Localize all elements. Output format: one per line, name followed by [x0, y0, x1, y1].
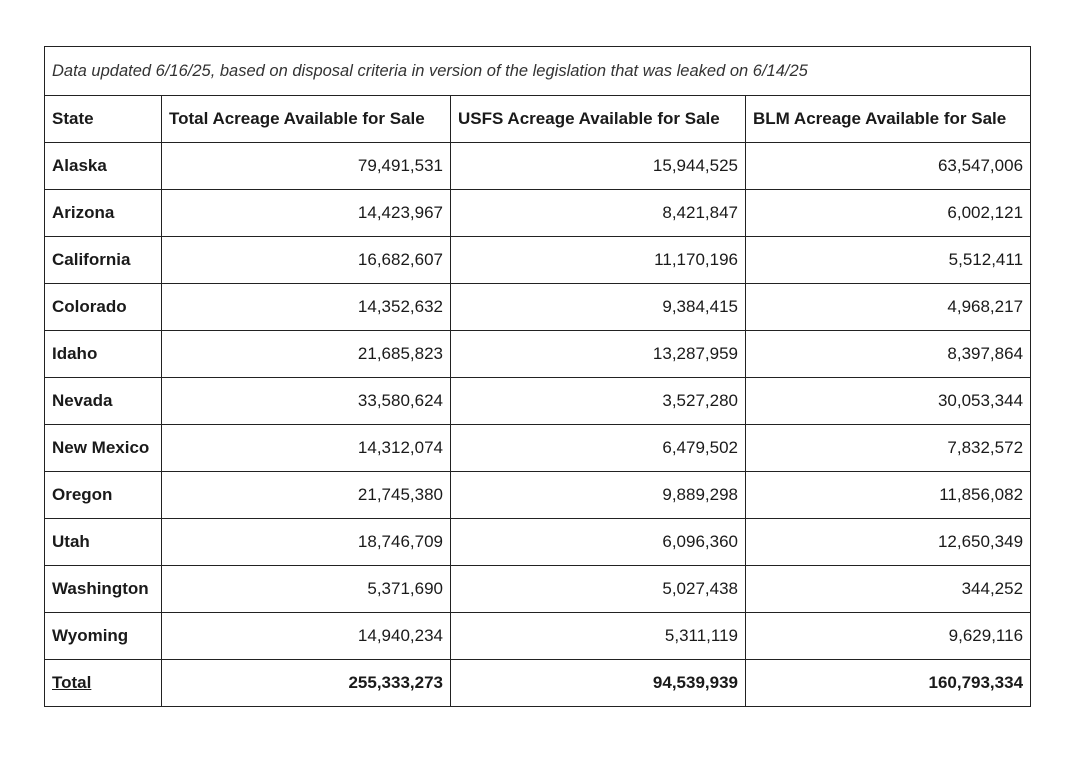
table-row: [45, 519, 1031, 566]
header-row: [45, 96, 1031, 143]
total-acreage-sum: 255,333,273: [162, 660, 451, 707]
header-blm-acreage: BLM Acreage Available for Sale: [746, 96, 1031, 143]
usfs-acreage-cell: 6,096,360: [451, 519, 746, 566]
state-cell: Idaho: [45, 331, 162, 378]
blm-acreage-sum: 160,793,334: [746, 660, 1031, 707]
total-acreage-cell: 33,580,624: [162, 378, 451, 425]
total-acreage-cell: 5,371,690: [162, 566, 451, 613]
state-cell: Colorado: [45, 284, 162, 331]
usfs-acreage-cell: 11,170,196: [451, 237, 746, 284]
blm-acreage-cell: 5,512,411: [746, 237, 1031, 284]
acreage-table-container: [44, 46, 1030, 707]
table-row: [45, 472, 1031, 519]
usfs-acreage-sum: 94,539,939: [451, 660, 746, 707]
total-label: Total: [45, 660, 162, 707]
total-acreage-cell: 79,491,531: [162, 143, 451, 190]
header-state: State: [45, 96, 162, 143]
usfs-acreage-cell: 8,421,847: [451, 190, 746, 237]
total-acreage-cell: 18,746,709: [162, 519, 451, 566]
table-row: [45, 237, 1031, 284]
usfs-acreage-cell: 5,311,119: [451, 613, 746, 660]
usfs-acreage-cell: 9,384,415: [451, 284, 746, 331]
table-row: [45, 143, 1031, 190]
table-row: [45, 190, 1031, 237]
usfs-acreage-cell: 3,527,280: [451, 378, 746, 425]
state-cell: Utah: [45, 519, 162, 566]
total-acreage-cell: 21,685,823: [162, 331, 451, 378]
state-cell: California: [45, 237, 162, 284]
table-row: [45, 566, 1031, 613]
note-row: [45, 47, 1031, 96]
table-row: [45, 284, 1031, 331]
state-cell: Wyoming: [45, 613, 162, 660]
header-usfs-acreage: USFS Acreage Available for Sale: [451, 96, 746, 143]
state-cell: New Mexico: [45, 425, 162, 472]
blm-acreage-cell: 7,832,572: [746, 425, 1031, 472]
usfs-acreage-cell: 15,944,525: [451, 143, 746, 190]
blm-acreage-cell: 9,629,116: [746, 613, 1031, 660]
state-cell: Nevada: [45, 378, 162, 425]
table-row: [45, 613, 1031, 660]
total-acreage-cell: 14,940,234: [162, 613, 451, 660]
blm-acreage-cell: 6,002,121: [746, 190, 1031, 237]
table-row: [45, 425, 1031, 472]
table-row: [45, 331, 1031, 378]
total-acreage-cell: 16,682,607: [162, 237, 451, 284]
blm-acreage-cell: 4,968,217: [746, 284, 1031, 331]
total-row: [45, 660, 1031, 707]
table-row: [45, 378, 1031, 425]
data-updated-note: Data updated 6/16/25, based on disposal criteria in version of the legislation that was leaked on 6/14/25: [45, 47, 1031, 96]
usfs-acreage-cell: 6,479,502: [451, 425, 746, 472]
state-cell: Alaska: [45, 143, 162, 190]
usfs-acreage-cell: 9,889,298: [451, 472, 746, 519]
total-acreage-cell: 14,312,074: [162, 425, 451, 472]
blm-acreage-cell: 11,856,082: [746, 472, 1031, 519]
blm-acreage-cell: 12,650,349: [746, 519, 1031, 566]
header-total-acreage: Total Acreage Available for Sale: [162, 96, 451, 143]
usfs-acreage-cell: 5,027,438: [451, 566, 746, 613]
total-acreage-cell: 21,745,380: [162, 472, 451, 519]
state-cell: Washington: [45, 566, 162, 613]
acreage-table: [44, 46, 1031, 707]
state-cell: Oregon: [45, 472, 162, 519]
usfs-acreage-cell: 13,287,959: [451, 331, 746, 378]
total-acreage-cell: 14,352,632: [162, 284, 451, 331]
blm-acreage-cell: 8,397,864: [746, 331, 1031, 378]
state-cell: Arizona: [45, 190, 162, 237]
blm-acreage-cell: 30,053,344: [746, 378, 1031, 425]
blm-acreage-cell: 344,252: [746, 566, 1031, 613]
blm-acreage-cell: 63,547,006: [746, 143, 1031, 190]
total-acreage-cell: 14,423,967: [162, 190, 451, 237]
